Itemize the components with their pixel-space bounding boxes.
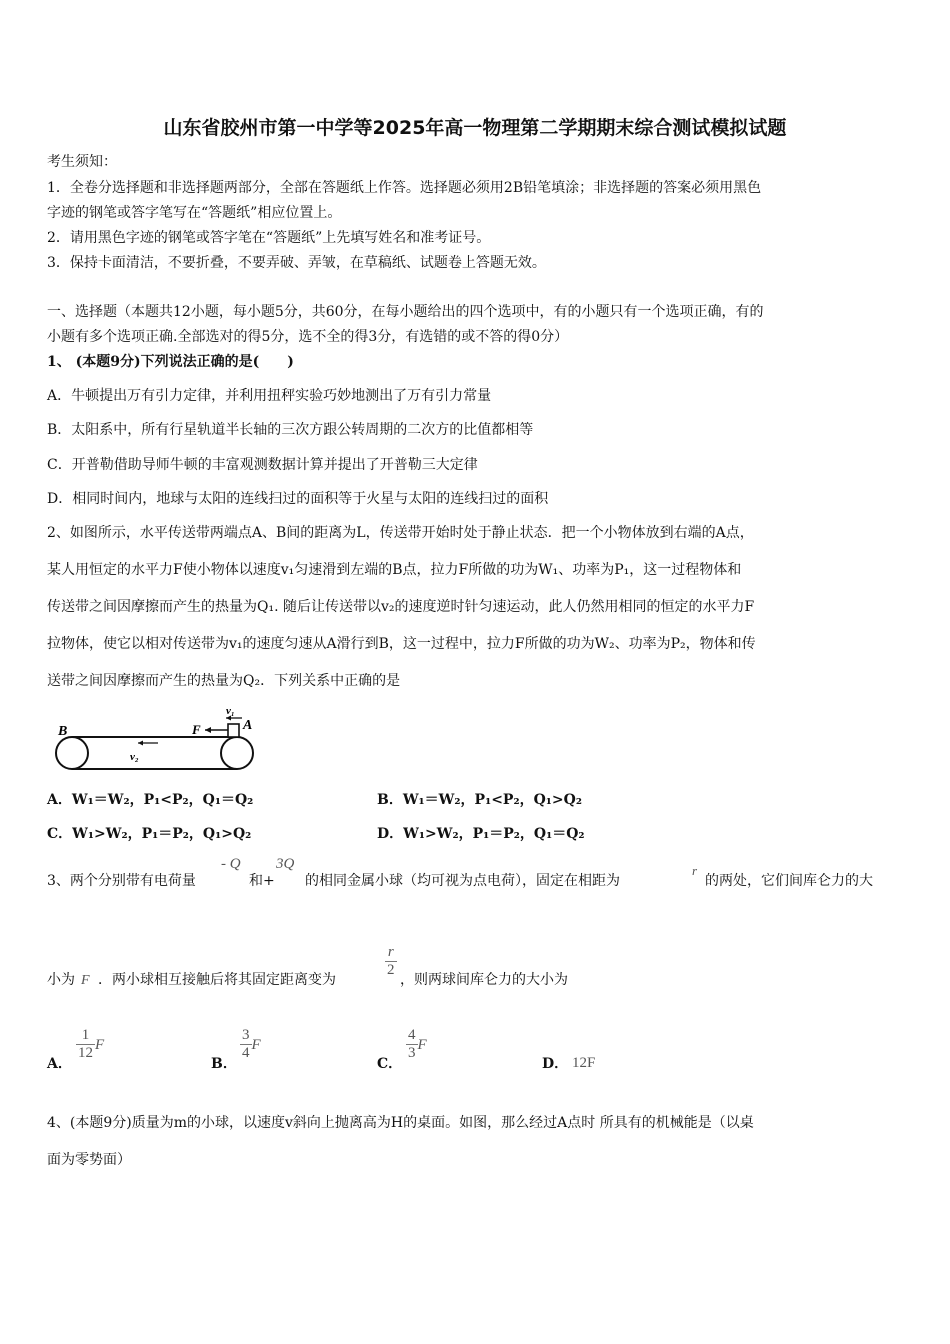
q3-option-a: $\frac{1}{12}$ F — [78, 1027, 105, 1061]
q3-text: ，则两球间库仑力的大小为 — [400, 972, 568, 988]
q3-option-c-label: C． — [377, 1056, 403, 1072]
q3-text: 小为 — [47, 972, 75, 988]
q3-text: 3、两个分别带有电荷量 — [47, 873, 196, 889]
notice-line: 2．请用黑色字迹的钢笔或答字笔在“答题纸”上先填写姓名和准考证号。 — [47, 230, 491, 246]
q3-text: ．两小球相互接触后将其固定距离变为 — [98, 972, 336, 988]
q3-text: 的相同金属小球（均可视为点电荷），固定在相距为 — [305, 873, 620, 889]
q2-stem-line: 拉物体，使它以相对传送带为v₁的速度匀速从A滑行到B，这一过程中，拉力F所做的功为W₂、功率为P₂，物体和传 — [47, 636, 756, 652]
q4-stem-cont: 面为零势面） — [47, 1152, 131, 1168]
q3-option-c: $\frac{4}{3}$ F — [408, 1027, 427, 1061]
notice-line: 3．保持卡面清洁，不要折叠，不要弄破、弄皱，在草稿纸、试题卷上答题无效。 — [47, 255, 546, 271]
q3-charge-1: - Q — [221, 856, 241, 872]
q3-option-a-label: A． — [47, 1056, 72, 1072]
q3-charge-2: 3Q — [276, 856, 295, 872]
q2-option-c: C．W₁>W₂，P₁＝P₂，Q₁>Q₂ — [47, 826, 252, 842]
small-block — [228, 724, 239, 737]
q2-option-b: B．W₁＝W₂，P₁<P₂，Q₁>Q₂ — [377, 792, 582, 808]
q3-half-distance: $\frac{r}{2}$ — [387, 944, 395, 978]
label-f: F — [192, 722, 201, 737]
notice-heading: 考生须知： — [47, 154, 117, 170]
q3-text: 的两处，它们间库仑力的大 — [705, 873, 873, 889]
q2-stem-line: 传送带之间因摩擦而产生的热量为Q₁. 随后让传送带以v₂的速度逆时针匀速运动，此人仍然用相同的恒定的水平力F — [47, 599, 755, 615]
q3-option-b: $\frac{3}{4}$ F — [242, 1027, 261, 1061]
label-v2: v₂ — [130, 751, 139, 763]
conveyor-belt-figure — [50, 702, 265, 774]
notice-line: 字迹的钢笔或答字笔写在“答题纸”相应位置上。 — [47, 205, 342, 221]
right-pulley — [221, 737, 253, 769]
q2-option-d: D．W₁>W₂，P₁＝P₂，Q₁＝Q₂ — [377, 826, 585, 842]
q3-option-d-label: D． — [542, 1056, 569, 1072]
q3-text: 和+ — [249, 873, 275, 889]
q2-stem-line: 2、如图所示，水平传送带两端点A、B间的距离为L，传送带开始时处于静止状态．把一个小物体放到右端的A点， — [47, 525, 754, 541]
q1-option-c: C．开普勒借助导师牛顿的丰富观测数据计算并提出了开普勒三大定律 — [47, 457, 478, 473]
q2-option-a: A．W₁＝W₂，P₁<P₂，Q₁＝Q₂ — [47, 792, 254, 808]
label-v1: v₁ — [226, 705, 235, 717]
section-heading: 一、选择题（本题共12小题，每小题5分，共60分，在每小题给出的四个选项中，有的小题只有一个选项正确，有的 — [47, 304, 764, 320]
q2-stem-line: 某人用恒定的水平力F使小物体以速度v₁匀速滑到左端的B点，拉力F所做的功为W₁、功率为P₁，这一过程物体和 — [47, 562, 742, 578]
q3-force-f: F — [81, 973, 90, 988]
q2-stem-line: 送带之间因摩擦而产生的热量为Q₂．下列关系中正确的是 — [47, 673, 401, 689]
q3-option-b-label: B． — [211, 1056, 237, 1072]
q1-option-d: D．相同时间内，地球与太阳的连线扫过的面积等于火星与太阳的连线扫过的面积 — [47, 491, 549, 507]
q1-option-b: B．太阳系中，所有行星轨道半长轴的三次方跟公转周期的二次方的比值都相等 — [47, 422, 534, 438]
section-heading-cont: 小题有多个选项正确.全部选对的得5分，选不全的得3分，有选错的或不答的得0分） — [47, 329, 569, 345]
left-pulley — [56, 737, 88, 769]
q3-option-d: 12F — [572, 1055, 596, 1071]
q1-option-a: A．牛顿提出万有引力定律，并利用扭秤实验巧妙地测出了万有引力常量 — [47, 388, 492, 404]
q4-stem: 4、(本题9分)质量为m的小球，以速度v斜向上抛离高为H的桌面。如图，那么经过A点时 所具有的机械能是（以桌 — [47, 1115, 754, 1131]
label-a: A — [243, 718, 253, 733]
label-b: B — [58, 724, 68, 739]
q3-distance-r: r — [692, 863, 698, 878]
q1-stem: 1、 (本题9分)下列说法正确的是( ) — [47, 354, 294, 370]
notice-line: 1．全卷分选择题和非选择题两部分，全部在答题纸上作答。选择题必须用2B铅笔填涂；非选择题的答案必须用黑色 — [47, 180, 762, 196]
page-title: 山东省胶州市第一中学等2025年高一物理第二学期期末综合测试模拟试题 — [163, 117, 787, 139]
